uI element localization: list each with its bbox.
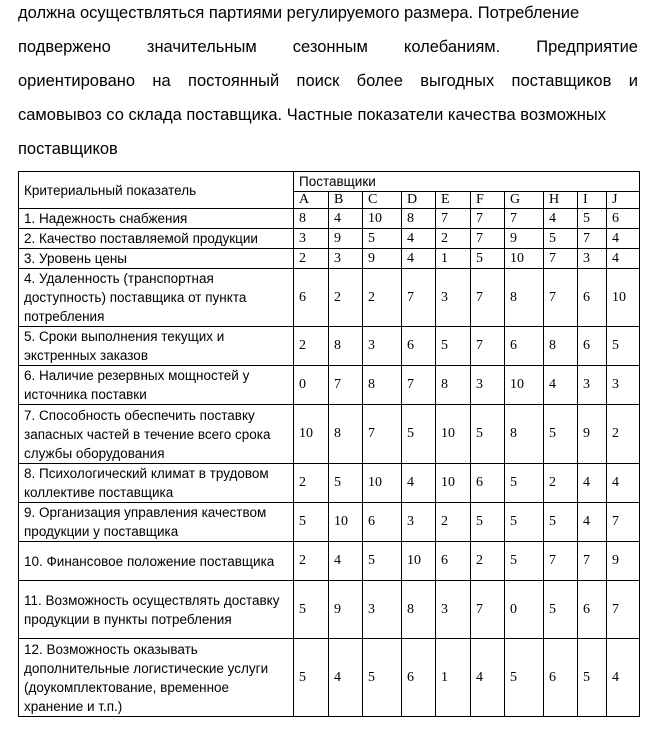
score-cell: 9 xyxy=(329,581,363,639)
score-cell: 8 xyxy=(329,405,363,464)
score-cell: 3 xyxy=(607,366,640,405)
criterion-cell: 4. Удаленность (транспортная доступность) поставщика от пункта потребления xyxy=(19,269,294,327)
score-cell: 0 xyxy=(294,366,329,405)
score-cell: 7 xyxy=(544,269,578,327)
score-cell: 7 xyxy=(471,209,505,229)
score-cell: 8 xyxy=(505,405,544,464)
score-cell: 4 xyxy=(607,229,640,249)
criterion-cell: 9. Организация управления качеством продукции у поставщика xyxy=(19,503,294,542)
paragraph-word: более xyxy=(356,72,403,90)
supplier-header-cell: H xyxy=(544,192,578,209)
score-cell: 7 xyxy=(505,209,544,229)
score-cell: 5 xyxy=(363,229,402,249)
score-cell: 5 xyxy=(544,229,578,249)
score-cell: 7 xyxy=(363,405,402,464)
table-row xyxy=(19,542,640,581)
score-cell: 2 xyxy=(471,542,505,581)
score-cell: 2 xyxy=(607,405,640,464)
score-cell: 5 xyxy=(436,327,471,366)
paragraph-line-1: должна осуществляться партиями регулируемого размера. Потребление xyxy=(18,4,580,22)
score-cell: 5 xyxy=(363,542,402,581)
paragraph-word: сезонным xyxy=(292,38,368,56)
score-cell: 7 xyxy=(578,229,607,249)
table-row xyxy=(19,464,640,503)
score-cell: 10 xyxy=(505,366,544,405)
score-cell: 10 xyxy=(402,542,436,581)
score-cell: 5 xyxy=(505,464,544,503)
table-row xyxy=(19,229,640,249)
score-cell: 2 xyxy=(436,229,471,249)
score-cell: 4 xyxy=(607,464,640,503)
score-cell: 2 xyxy=(294,249,329,269)
table-row xyxy=(19,503,640,542)
score-cell: 4 xyxy=(544,209,578,229)
paragraph-line-3 xyxy=(18,72,638,91)
score-cell: 5 xyxy=(578,209,607,229)
score-cell: 10 xyxy=(363,209,402,229)
table-row xyxy=(19,327,640,366)
score-cell: 2 xyxy=(436,503,471,542)
score-cell: 4 xyxy=(402,249,436,269)
score-cell: 4 xyxy=(329,542,363,581)
score-cell: 2 xyxy=(329,269,363,327)
supplier-criteria-table xyxy=(18,171,640,717)
criterion-cell: 3. Уровень цены xyxy=(19,249,294,269)
score-cell: 4 xyxy=(471,639,505,717)
score-cell: 5 xyxy=(578,639,607,717)
score-cell: 2 xyxy=(294,327,329,366)
score-cell: 8 xyxy=(544,327,578,366)
criterion-cell: 7. Способность обеспечить поставку запасных частей в течение всего срока службы оборудования xyxy=(19,405,294,464)
score-cell: 5 xyxy=(471,503,505,542)
score-cell: 6 xyxy=(578,269,607,327)
criterion-header: Критериальный показатель xyxy=(19,172,294,209)
score-cell: 4 xyxy=(402,229,436,249)
score-cell: 5 xyxy=(471,249,505,269)
score-cell: 10 xyxy=(436,405,471,464)
table-row xyxy=(19,405,640,464)
score-cell: 5 xyxy=(363,639,402,717)
score-cell: 4 xyxy=(578,503,607,542)
score-cell: 5 xyxy=(402,405,436,464)
score-cell: 3 xyxy=(363,581,402,639)
score-cell: 5 xyxy=(294,639,329,717)
score-cell: 8 xyxy=(294,209,329,229)
score-cell: 5 xyxy=(505,503,544,542)
score-cell: 6 xyxy=(436,542,471,581)
score-cell: 6 xyxy=(402,327,436,366)
score-cell: 4 xyxy=(329,209,363,229)
supplier-header-cell: C xyxy=(363,192,402,209)
table-row xyxy=(19,209,640,229)
paragraph-word: постоянный xyxy=(188,72,280,90)
score-cell: 7 xyxy=(402,366,436,405)
score-cell: 5 xyxy=(505,542,544,581)
score-cell: 5 xyxy=(294,581,329,639)
score-cell: 6 xyxy=(402,639,436,717)
score-cell: 7 xyxy=(329,366,363,405)
score-cell: 5 xyxy=(544,405,578,464)
score-cell: 8 xyxy=(436,366,471,405)
score-cell: 7 xyxy=(471,327,505,366)
criterion-cell: 1. Надежность снабжения xyxy=(19,209,294,229)
score-cell: 9 xyxy=(578,405,607,464)
criterion-cell: 11. Возможность осуществлять доставку продукции в пункты потребления xyxy=(19,581,294,639)
score-cell: 10 xyxy=(363,464,402,503)
score-cell: 4 xyxy=(607,639,640,717)
score-cell: 7 xyxy=(607,581,640,639)
criterion-cell: 6. Наличие резервных мощностей у источника поставки xyxy=(19,366,294,405)
score-cell: 4 xyxy=(544,366,578,405)
paragraph-word: и xyxy=(628,72,638,90)
score-cell: 3 xyxy=(294,229,329,249)
paragraph-line-5: поставщиков xyxy=(18,140,118,158)
score-cell: 4 xyxy=(578,464,607,503)
score-cell: 7 xyxy=(402,269,436,327)
score-cell: 4 xyxy=(329,639,363,717)
score-cell: 2 xyxy=(294,464,329,503)
score-cell: 7 xyxy=(471,269,505,327)
score-cell: 7 xyxy=(544,542,578,581)
score-cell: 7 xyxy=(436,209,471,229)
score-cell: 4 xyxy=(402,464,436,503)
score-cell: 8 xyxy=(505,269,544,327)
paragraph-line-2 xyxy=(18,38,638,57)
suppliers-header: Поставщики xyxy=(294,172,640,192)
score-cell: 8 xyxy=(329,327,363,366)
score-cell: 6 xyxy=(544,639,578,717)
score-cell: 6 xyxy=(294,269,329,327)
supplier-header-cell: B xyxy=(329,192,363,209)
score-cell: 5 xyxy=(471,405,505,464)
score-cell: 9 xyxy=(329,229,363,249)
score-cell: 8 xyxy=(402,209,436,229)
score-cell: 2 xyxy=(544,464,578,503)
criterion-cell: 12. Возможность оказывать дополнительные логистические услуги (доукомплектование, временное хранение и т.п.) xyxy=(19,639,294,717)
criterion-cell: 5. Сроки выполнения текущих и экстренных заказов xyxy=(19,327,294,366)
score-cell: 5 xyxy=(505,639,544,717)
paragraph-word: поиск xyxy=(296,72,340,90)
score-cell: 3 xyxy=(578,249,607,269)
score-cell: 3 xyxy=(363,327,402,366)
score-cell: 10 xyxy=(436,464,471,503)
criterion-cell: 2. Качество поставляемой продукции xyxy=(19,229,294,249)
score-cell: 6 xyxy=(578,581,607,639)
score-cell: 3 xyxy=(329,249,363,269)
score-cell: 3 xyxy=(436,269,471,327)
score-cell: 7 xyxy=(607,503,640,542)
score-cell: 3 xyxy=(578,366,607,405)
criterion-cell: 10. Финансовое положение поставщика xyxy=(19,542,294,581)
paragraph-word: значительным xyxy=(146,38,257,56)
paragraph-line-4: самовывоз со склада поставщика. Частные показатели качества возможных xyxy=(18,106,606,124)
score-cell: 6 xyxy=(607,209,640,229)
score-cell: 3 xyxy=(436,581,471,639)
score-cell: 7 xyxy=(471,581,505,639)
score-cell: 10 xyxy=(607,269,640,327)
score-cell: 5 xyxy=(294,503,329,542)
score-cell: 7 xyxy=(471,229,505,249)
supplier-header-cell: A xyxy=(294,192,329,209)
score-cell: 3 xyxy=(471,366,505,405)
score-cell: 6 xyxy=(578,327,607,366)
supplier-header-cell: J xyxy=(607,192,640,209)
supplier-header-cell: E xyxy=(436,192,471,209)
paragraph-word: колебаниям. xyxy=(403,38,501,56)
paragraph-word: подвержено xyxy=(18,38,111,56)
score-cell: 7 xyxy=(544,249,578,269)
table-row xyxy=(19,639,640,717)
supplier-header-cell: G xyxy=(505,192,544,209)
score-cell: 5 xyxy=(329,464,363,503)
score-cell: 7 xyxy=(578,542,607,581)
score-cell: 5 xyxy=(544,581,578,639)
paragraph-word: на xyxy=(152,72,171,90)
score-cell: 9 xyxy=(505,229,544,249)
score-cell: 8 xyxy=(363,366,402,405)
score-cell: 1 xyxy=(436,249,471,269)
paragraph-word: поставщиков xyxy=(511,72,612,90)
score-cell: 10 xyxy=(294,405,329,464)
paragraph-word: выгодных xyxy=(420,72,495,90)
paragraph-word: Предприятие xyxy=(536,38,638,56)
table-row xyxy=(19,249,640,269)
score-cell: 8 xyxy=(402,581,436,639)
criterion-cell: 8. Психологический климат в трудовом коллективе поставщика xyxy=(19,464,294,503)
score-cell: 9 xyxy=(363,249,402,269)
table-row xyxy=(19,581,640,639)
score-cell: 9 xyxy=(607,542,640,581)
score-cell: 0 xyxy=(505,581,544,639)
score-cell: 5 xyxy=(607,327,640,366)
score-cell: 1 xyxy=(436,639,471,717)
supplier-header-cell: F xyxy=(471,192,505,209)
score-cell: 5 xyxy=(544,503,578,542)
score-cell: 4 xyxy=(607,249,640,269)
score-cell: 3 xyxy=(402,503,436,542)
score-cell: 6 xyxy=(505,327,544,366)
score-cell: 6 xyxy=(363,503,402,542)
table-row xyxy=(19,269,640,327)
score-cell: 2 xyxy=(294,542,329,581)
supplier-header-cell: I xyxy=(578,192,607,209)
score-cell: 10 xyxy=(329,503,363,542)
score-cell: 2 xyxy=(363,269,402,327)
score-cell: 10 xyxy=(505,249,544,269)
paragraph-word: ориентировано xyxy=(18,72,136,90)
table-row xyxy=(19,366,640,405)
supplier-header-cell: D xyxy=(402,192,436,209)
score-cell: 6 xyxy=(471,464,505,503)
